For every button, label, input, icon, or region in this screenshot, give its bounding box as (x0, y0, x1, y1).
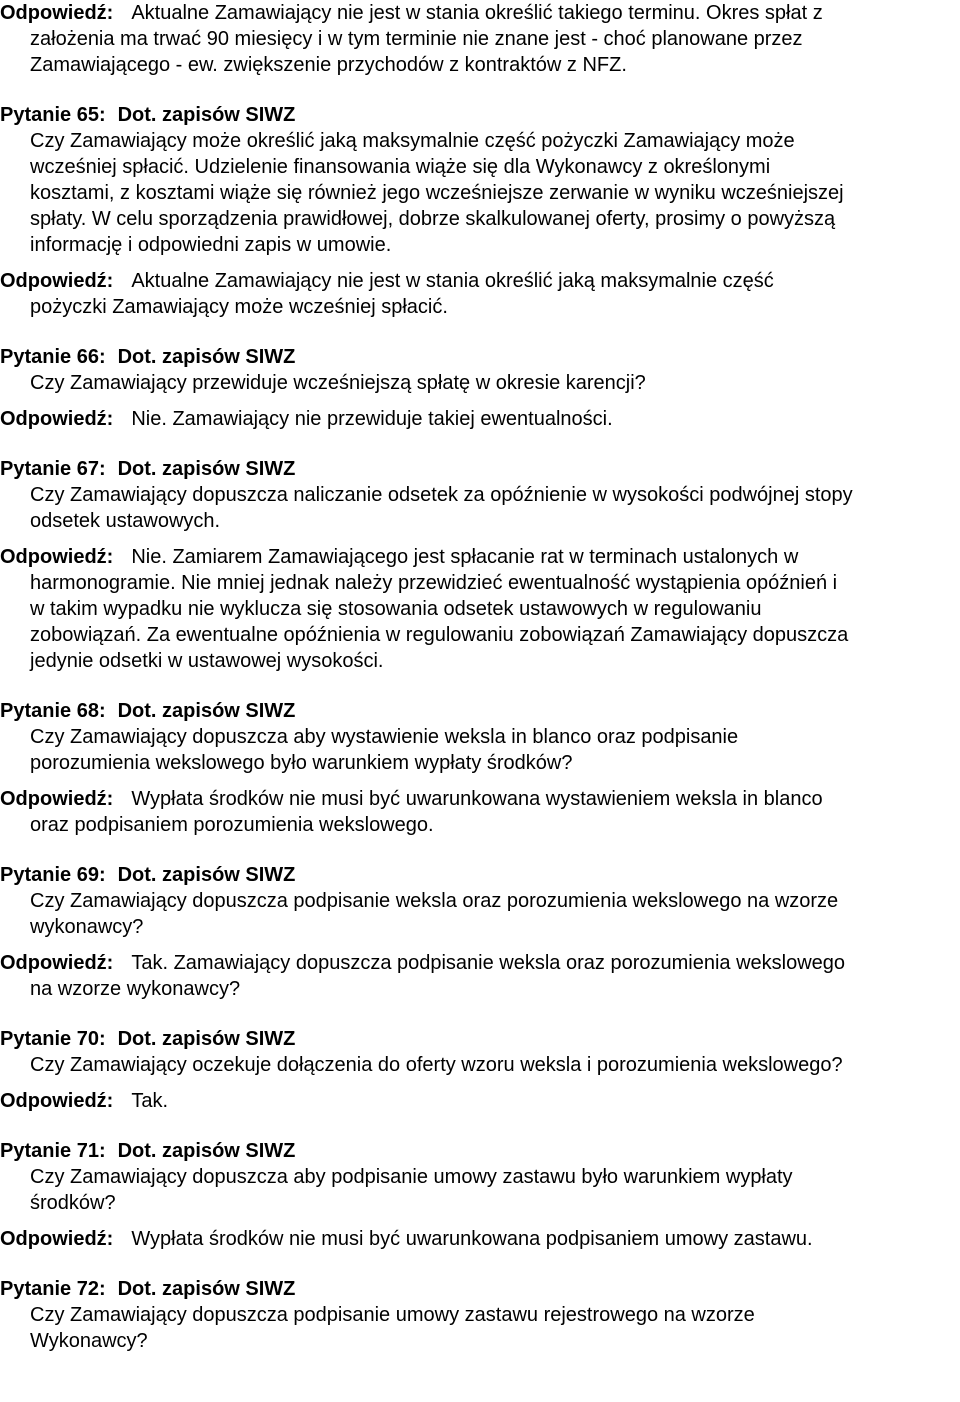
question-text-line: Czy Zamawiający dopuszcza naliczanie odsetek za opóźnienie w wysokości podwójnej stopy (30, 484, 853, 506)
answer-text: Nie. Zamiarem Zamawiającego jest spłacanie rat w terminach ustalonych w (131, 546, 799, 568)
question-reference: Dot. zapisów SIWZ (117, 1278, 296, 1300)
answer-first-line (0, 406, 960, 432)
answer-label: Odpowiedź: (0, 270, 114, 292)
question-block (0, 1276, 960, 1354)
question-reference: Dot. zapisów SIWZ (117, 104, 296, 126)
question-heading (0, 1276, 960, 1302)
answer-text: Aktualne Zamawiający nie jest w stania określić takiego terminu. Okres spłat z (131, 2, 823, 24)
question-text-line: wykonawcy? (30, 916, 144, 938)
question-number: Pytanie 69: (0, 864, 106, 886)
question-text-line: środków? (30, 1192, 116, 1214)
question-number: Pytanie 68: (0, 700, 106, 722)
answer-first-line (0, 544, 960, 570)
answer-label: Odpowiedź: (0, 408, 114, 430)
answer-label: Odpowiedź: (0, 1228, 114, 1250)
answer-first-line (0, 1088, 960, 1114)
answer-text: Wypłata środków nie musi być uwarunkowana wystawieniem weksla in blanco (131, 788, 823, 810)
answer-text: Tak. (131, 1090, 169, 1112)
question-text-line: Czy Zamawiający przewiduje wcześniejszą spłatę w okresie karencji? (30, 372, 646, 394)
answer-first-line (0, 1226, 960, 1252)
question-text-line: Czy Zamawiający dopuszcza podpisanie umowy zastawu rejestrowego na wzorze (30, 1304, 755, 1326)
answer-label: Odpowiedź: (0, 788, 114, 810)
answer-block (0, 544, 960, 674)
question-heading (0, 102, 960, 128)
answer-label: Odpowiedź: (0, 952, 114, 974)
answer-text-line: założenia ma trwać 90 miesięcy i w tym terminie nie znane jest - choć planowane przez (30, 28, 803, 50)
answer-first-line (0, 0, 960, 26)
question-text-line: Czy Zamawiający dopuszcza podpisanie weksla oraz porozumienia wekslowego na wzorze (30, 890, 839, 912)
answer-block (0, 1226, 960, 1252)
question-block (0, 862, 960, 940)
answer-block (0, 950, 960, 1002)
question-text-line: Czy Zamawiający oczekuje dołączenia do oferty wzoru weksla i porozumienia wekslowego? (30, 1054, 843, 1076)
answer-first-line (0, 950, 960, 976)
answer-text-line: Zamawiającego - ew. zwiększenie przychodów z kontraktów z NFZ. (30, 54, 627, 76)
question-reference: Dot. zapisów SIWZ (117, 864, 296, 886)
question-block (0, 698, 960, 776)
question-text-line: Czy Zamawiający dopuszcza aby podpisanie umowy zastawu było warunkiem wypłaty (30, 1166, 793, 1188)
question-text-line: Czy Zamawiający dopuszcza aby wystawienie weksla in blanco oraz podpisanie (30, 726, 739, 748)
question-reference: Dot. zapisów SIWZ (117, 458, 296, 480)
answer-text-line: w takim wypadku nie wyklucza się stosowania odsetek ustawowych w regulowaniu (30, 598, 762, 620)
answer-label: Odpowiedź: (0, 546, 114, 568)
answer-block (0, 268, 960, 320)
answer-label: Odpowiedź: (0, 2, 114, 24)
answer-text-line: zobowiązań. Za ewentualne opóźnienia w regulowaniu zobowiązań Zamawiający dopuszcza (30, 624, 849, 646)
question-number: Pytanie 71: (0, 1140, 106, 1162)
answer-text-line: oraz podpisaniem porozumienia wekslowego. (30, 814, 434, 836)
question-reference: Dot. zapisów SIWZ (117, 700, 296, 722)
question-heading (0, 344, 960, 370)
answer-block (0, 406, 960, 432)
answer-label: Odpowiedź: (0, 1090, 114, 1112)
answer-text-line: pożyczki Zamawiający może wcześniej spłacić. (30, 296, 448, 318)
answer-block (0, 1088, 960, 1114)
question-reference: Dot. zapisów SIWZ (117, 1140, 296, 1162)
answer-text: Nie. Zamawiający nie przewiduje takiej ewentualności. (131, 408, 613, 430)
answer-text-line: na wzorze wykonawcy? (30, 978, 241, 1000)
question-block (0, 456, 960, 534)
question-number: Pytanie 66: (0, 346, 106, 368)
question-heading (0, 698, 960, 724)
question-number: Pytanie 65: (0, 104, 106, 126)
question-block (0, 102, 960, 258)
question-text-line: informację i odpowiedni zapis w umowie. (30, 234, 392, 256)
answer-text: Tak. Zamawiający dopuszcza podpisanie weksla oraz porozumienia wekslowego (131, 952, 846, 974)
answer-text-line: jedynie odsetki w ustawowej wysokości. (30, 650, 384, 672)
question-reference: Dot. zapisów SIWZ (117, 346, 296, 368)
question-number: Pytanie 70: (0, 1028, 106, 1050)
question-text-line: odsetek ustawowych. (30, 510, 221, 532)
question-text-line: spłaty. W celu sporządzenia prawidłowej, dobrze skalkulowanej oferty, prosimy o powyższą (30, 208, 836, 230)
question-text-line: Czy Zamawiający może określić jaką maksymalnie część pożyczki Zamawiający może (30, 130, 795, 152)
question-block (0, 1138, 960, 1216)
question-text-line: kosztami, z kosztami wiąże się również jego wcześniejsze zerwanie w wyniku wcześniejszej (30, 182, 844, 204)
question-number: Pytanie 72: (0, 1278, 106, 1300)
question-block (0, 344, 960, 396)
answer-block (0, 786, 960, 838)
answer-text-line: harmonogramie. Nie mniej jednak należy przewidzieć ewentualność wystąpienia opóźnień i (30, 572, 838, 594)
question-reference: Dot. zapisów SIWZ (117, 1028, 296, 1050)
question-heading (0, 456, 960, 482)
question-heading (0, 1026, 960, 1052)
answer-first-line (0, 786, 960, 812)
answer-first-line (0, 268, 960, 294)
answer-text: Wypłata środków nie musi być uwarunkowana podpisaniem umowy zastawu. (131, 1228, 813, 1250)
question-block (0, 1026, 960, 1078)
question-number: Pytanie 67: (0, 458, 106, 480)
answer-block (0, 0, 960, 78)
question-heading (0, 1138, 960, 1164)
question-text-line: wcześniej spłacić. Udzielenie finansowania wiąże się dla Wykonawcy z określonymi (30, 156, 771, 178)
question-text-line: Wykonawcy? (30, 1330, 148, 1352)
question-heading (0, 862, 960, 888)
answer-text: Aktualne Zamawiający nie jest w stania określić jaką maksymalnie część (131, 270, 774, 292)
question-text-line: porozumienia wekslowego było warunkiem wypłaty środków? (30, 752, 573, 774)
